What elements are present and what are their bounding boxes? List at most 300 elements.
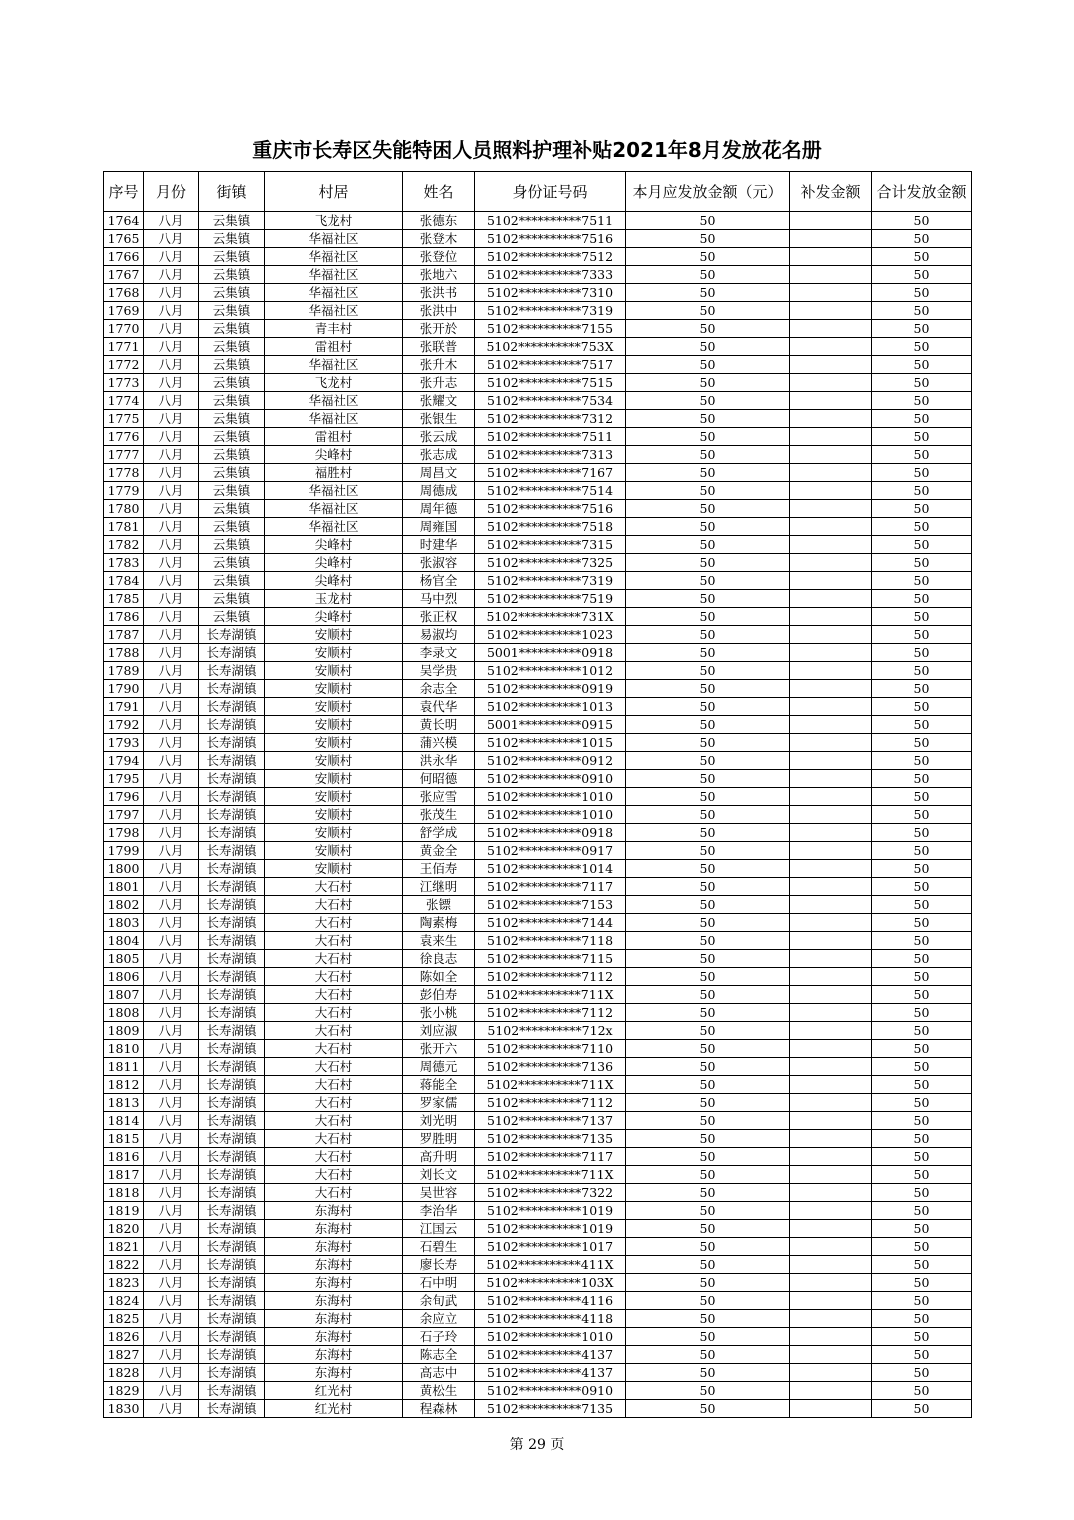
cell-seq: 1829: [104, 1382, 144, 1400]
cell-name: 吴世容: [403, 1184, 475, 1202]
cell-amount-due: 50: [626, 644, 790, 662]
cell-name: 刘应淑: [403, 1022, 475, 1040]
cell-town: 云集镇: [199, 446, 265, 464]
cell-name: 余应立: [403, 1310, 475, 1328]
cell-total: 50: [872, 356, 972, 374]
cell-town: 长寿湖镇: [199, 1148, 265, 1166]
cell-back-pay: [790, 590, 872, 608]
cell-back-pay: [790, 1022, 872, 1040]
cell-seq: 1811: [104, 1058, 144, 1076]
cell-seq: 1794: [104, 752, 144, 770]
cell-seq: 1792: [104, 716, 144, 734]
table-row: [104, 1058, 972, 1076]
table-row: [104, 410, 972, 428]
cell-back-pay: [790, 536, 872, 554]
cell-name: 王佰寿: [403, 860, 475, 878]
cell-month: 八月: [144, 230, 199, 248]
cell-town: 云集镇: [199, 392, 265, 410]
cell-amount-due: 50: [626, 1076, 790, 1094]
cell-village: 安顺村: [265, 680, 403, 698]
cell-name: 张淑容: [403, 554, 475, 572]
table-row: [104, 1328, 972, 1346]
cell-town: 长寿湖镇: [199, 950, 265, 968]
table-body: [104, 212, 972, 1418]
cell-id-number: 5102**********7112: [475, 1094, 626, 1112]
cell-name: 江继明: [403, 878, 475, 896]
cell-total: 50: [872, 320, 972, 338]
cell-id-number: 5102**********4118: [475, 1310, 626, 1328]
cell-month: 八月: [144, 698, 199, 716]
table-row: [104, 1184, 972, 1202]
cell-seq: 1825: [104, 1310, 144, 1328]
cell-month: 八月: [144, 212, 199, 230]
cell-id-number: 5102**********0910: [475, 1382, 626, 1400]
cell-amount-due: 50: [626, 1274, 790, 1292]
cell-id-number: 5102**********731X: [475, 608, 626, 626]
table-row: [104, 1364, 972, 1382]
cell-village: 安顺村: [265, 662, 403, 680]
cell-name: 石子玲: [403, 1328, 475, 1346]
cell-town: 长寿湖镇: [199, 1238, 265, 1256]
cell-town: 云集镇: [199, 590, 265, 608]
cell-id-number: 5102**********7118: [475, 932, 626, 950]
table-row: [104, 356, 972, 374]
cell-id-number: 5102**********7112: [475, 968, 626, 986]
cell-name: 黄松生: [403, 1382, 475, 1400]
cell-id-number: 5102**********7333: [475, 266, 626, 284]
cell-town: 云集镇: [199, 320, 265, 338]
cell-village: 红光村: [265, 1400, 403, 1418]
cell-seq: 1818: [104, 1184, 144, 1202]
cell-village: 玉龙村: [265, 590, 403, 608]
cell-id-number: 5102**********7514: [475, 482, 626, 500]
cell-month: 八月: [144, 1040, 199, 1058]
cell-id-number: 5102**********7144: [475, 914, 626, 932]
table-row: [104, 266, 972, 284]
cell-village: 大石村: [265, 1076, 403, 1094]
cell-back-pay: [790, 284, 872, 302]
table-row: [104, 968, 972, 986]
cell-month: 八月: [144, 1202, 199, 1220]
col-header-seq: 序号: [104, 172, 144, 212]
cell-town: 长寿湖镇: [199, 626, 265, 644]
cell-amount-due: 50: [626, 878, 790, 896]
cell-total: 50: [872, 1364, 972, 1382]
table-row: [104, 392, 972, 410]
cell-back-pay: [790, 1184, 872, 1202]
cell-name: 周德元: [403, 1058, 475, 1076]
cell-village: 大石村: [265, 1040, 403, 1058]
cell-town: 长寿湖镇: [199, 1220, 265, 1238]
cell-seq: 1798: [104, 824, 144, 842]
cell-total: 50: [872, 680, 972, 698]
cell-amount-due: 50: [626, 482, 790, 500]
cell-village: 大石村: [265, 968, 403, 986]
cell-total: 50: [872, 932, 972, 950]
cell-id-number: 5102**********7319: [475, 572, 626, 590]
cell-town: 云集镇: [199, 266, 265, 284]
cell-name: 黄金全: [403, 842, 475, 860]
cell-name: 陈志全: [403, 1346, 475, 1364]
cell-village: 华福社区: [265, 518, 403, 536]
cell-id-number: 5102**********7519: [475, 590, 626, 608]
cell-amount-due: 50: [626, 1256, 790, 1274]
cell-town: 云集镇: [199, 482, 265, 500]
cell-village: 华福社区: [265, 482, 403, 500]
cell-town: 云集镇: [199, 374, 265, 392]
cell-month: 八月: [144, 1292, 199, 1310]
cell-village: 华福社区: [265, 266, 403, 284]
cell-id-number: 5102**********1019: [475, 1220, 626, 1238]
cell-total: 50: [872, 482, 972, 500]
table-row: [104, 590, 972, 608]
cell-amount-due: 50: [626, 284, 790, 302]
cell-seq: 1768: [104, 284, 144, 302]
cell-total: 50: [872, 1292, 972, 1310]
cell-month: 八月: [144, 860, 199, 878]
cell-village: 华福社区: [265, 392, 403, 410]
cell-village: 大石村: [265, 914, 403, 932]
cell-town: 长寿湖镇: [199, 1202, 265, 1220]
cell-month: 八月: [144, 626, 199, 644]
cell-seq: 1778: [104, 464, 144, 482]
cell-month: 八月: [144, 1148, 199, 1166]
cell-amount-due: 50: [626, 1148, 790, 1166]
cell-seq: 1801: [104, 878, 144, 896]
cell-town: 长寿湖镇: [199, 1130, 265, 1148]
cell-back-pay: [790, 230, 872, 248]
table-header-row: [104, 172, 972, 212]
table-row: [104, 1076, 972, 1094]
cell-name: 张云成: [403, 428, 475, 446]
cell-seq: 1805: [104, 950, 144, 968]
cell-town: 长寿湖镇: [199, 1076, 265, 1094]
cell-id-number: 5102**********7136: [475, 1058, 626, 1076]
table-row: [104, 914, 972, 932]
cell-village: 大石村: [265, 1112, 403, 1130]
cell-total: 50: [872, 1076, 972, 1094]
cell-village: 华福社区: [265, 356, 403, 374]
cell-name: 袁代华: [403, 698, 475, 716]
cell-village: 安顺村: [265, 644, 403, 662]
cell-seq: 1782: [104, 536, 144, 554]
cell-village: 安顺村: [265, 842, 403, 860]
cell-amount-due: 50: [626, 896, 790, 914]
cell-back-pay: [790, 374, 872, 392]
cell-village: 大石村: [265, 1148, 403, 1166]
cell-town: 长寿湖镇: [199, 788, 265, 806]
cell-village: 尖峰村: [265, 608, 403, 626]
table-row: [104, 608, 972, 626]
cell-name: 张洪中: [403, 302, 475, 320]
cell-seq: 1790: [104, 680, 144, 698]
cell-town: 长寿湖镇: [199, 1382, 265, 1400]
cell-town: 云集镇: [199, 500, 265, 518]
cell-amount-due: 50: [626, 1058, 790, 1076]
cell-amount-due: 50: [626, 1004, 790, 1022]
cell-town: 长寿湖镇: [199, 1094, 265, 1112]
cell-village: 雷祖村: [265, 428, 403, 446]
cell-village: 安顺村: [265, 788, 403, 806]
cell-village: 大石村: [265, 1166, 403, 1184]
cell-amount-due: 50: [626, 1184, 790, 1202]
cell-back-pay: [790, 788, 872, 806]
cell-back-pay: [790, 968, 872, 986]
cell-town: 长寿湖镇: [199, 1346, 265, 1364]
cell-amount-due: 50: [626, 932, 790, 950]
cell-seq: 1772: [104, 356, 144, 374]
cell-seq: 1817: [104, 1166, 144, 1184]
cell-town: 长寿湖镇: [199, 842, 265, 860]
cell-month: 八月: [144, 716, 199, 734]
cell-village: 东海村: [265, 1364, 403, 1382]
cell-month: 八月: [144, 248, 199, 266]
cell-seq: 1795: [104, 770, 144, 788]
cell-total: 50: [872, 1148, 972, 1166]
cell-name: 李录文: [403, 644, 475, 662]
cell-town: 长寿湖镇: [199, 716, 265, 734]
cell-back-pay: [790, 1040, 872, 1058]
cell-name: 罗胜明: [403, 1130, 475, 1148]
cell-town: 长寿湖镇: [199, 1256, 265, 1274]
table-row: [104, 1202, 972, 1220]
cell-id-number: 5102**********7110: [475, 1040, 626, 1058]
cell-id-number: 5102**********7167: [475, 464, 626, 482]
cell-seq: 1783: [104, 554, 144, 572]
cell-total: 50: [872, 266, 972, 284]
cell-town: 云集镇: [199, 338, 265, 356]
cell-month: 八月: [144, 302, 199, 320]
cell-name: 石碧生: [403, 1238, 475, 1256]
table-row: [104, 518, 972, 536]
cell-id-number: 5102**********7135: [475, 1400, 626, 1418]
cell-back-pay: [790, 572, 872, 590]
cell-name: 张德东: [403, 212, 475, 230]
cell-id-number: 5102**********7153: [475, 896, 626, 914]
cell-month: 八月: [144, 1274, 199, 1292]
cell-village: 安顺村: [265, 626, 403, 644]
cell-total: 50: [872, 446, 972, 464]
cell-back-pay: [790, 842, 872, 860]
cell-total: 50: [872, 914, 972, 932]
cell-seq: 1807: [104, 986, 144, 1004]
cell-month: 八月: [144, 788, 199, 806]
cell-month: 八月: [144, 752, 199, 770]
cell-month: 八月: [144, 266, 199, 284]
table-row: [104, 950, 972, 968]
cell-month: 八月: [144, 1004, 199, 1022]
cell-village: 大石村: [265, 950, 403, 968]
cell-month: 八月: [144, 392, 199, 410]
cell-month: 八月: [144, 1256, 199, 1274]
cell-town: 长寿湖镇: [199, 1004, 265, 1022]
cell-back-pay: [790, 932, 872, 950]
cell-name: 廖长寿: [403, 1256, 475, 1274]
cell-amount-due: 50: [626, 392, 790, 410]
cell-month: 八月: [144, 1220, 199, 1238]
cell-month: 八月: [144, 374, 199, 392]
cell-back-pay: [790, 518, 872, 536]
cell-village: 安顺村: [265, 716, 403, 734]
cell-name: 陈如全: [403, 968, 475, 986]
cell-id-number: 5102**********7319: [475, 302, 626, 320]
col-header-village: 村居: [265, 172, 403, 212]
cell-town: 长寿湖镇: [199, 662, 265, 680]
cell-id-number: 5102**********7512: [475, 248, 626, 266]
cell-back-pay: [790, 716, 872, 734]
cell-village: 大石村: [265, 1184, 403, 1202]
cell-amount-due: 50: [626, 950, 790, 968]
cell-village: 大石村: [265, 878, 403, 896]
cell-town: 云集镇: [199, 518, 265, 536]
cell-town: 长寿湖镇: [199, 1040, 265, 1058]
cell-town: 云集镇: [199, 248, 265, 266]
table-row: [104, 1166, 972, 1184]
table-row: [104, 302, 972, 320]
cell-seq: 1776: [104, 428, 144, 446]
cell-seq: 1820: [104, 1220, 144, 1238]
cell-village: 华福社区: [265, 230, 403, 248]
cell-back-pay: [790, 860, 872, 878]
cell-id-number: 5001**********0915: [475, 716, 626, 734]
cell-village: 华福社区: [265, 248, 403, 266]
cell-total: 50: [872, 554, 972, 572]
cell-back-pay: [790, 914, 872, 932]
table-row: [104, 680, 972, 698]
cell-month: 八月: [144, 338, 199, 356]
cell-amount-due: 50: [626, 1346, 790, 1364]
cell-seq: 1786: [104, 608, 144, 626]
cell-month: 八月: [144, 950, 199, 968]
cell-town: 云集镇: [199, 536, 265, 554]
cell-town: 长寿湖镇: [199, 878, 265, 896]
table-row: [104, 536, 972, 554]
col-header-month: 月份: [144, 172, 199, 212]
cell-back-pay: [790, 1310, 872, 1328]
cell-town: 云集镇: [199, 464, 265, 482]
cell-village: 飞龙村: [265, 374, 403, 392]
cell-total: 50: [872, 1202, 972, 1220]
cell-name: 高升明: [403, 1148, 475, 1166]
cell-seq: 1802: [104, 896, 144, 914]
cell-seq: 1804: [104, 932, 144, 950]
cell-total: 50: [872, 284, 972, 302]
cell-name: 余旬武: [403, 1292, 475, 1310]
cell-town: 云集镇: [199, 554, 265, 572]
cell-amount-due: 50: [626, 1130, 790, 1148]
cell-town: 长寿湖镇: [199, 734, 265, 752]
cell-town: 长寿湖镇: [199, 752, 265, 770]
cell-id-number: 5102**********7117: [475, 878, 626, 896]
cell-seq: 1822: [104, 1256, 144, 1274]
cell-month: 八月: [144, 770, 199, 788]
cell-total: 50: [872, 392, 972, 410]
cell-month: 八月: [144, 842, 199, 860]
table-row: [104, 698, 972, 716]
cell-total: 50: [872, 1346, 972, 1364]
cell-id-number: 5102**********0917: [475, 842, 626, 860]
cell-back-pay: [790, 428, 872, 446]
cell-seq: 1788: [104, 644, 144, 662]
cell-village: 东海村: [265, 1292, 403, 1310]
cell-back-pay: [790, 770, 872, 788]
cell-back-pay: [790, 410, 872, 428]
cell-month: 八月: [144, 500, 199, 518]
cell-id-number: 5102**********7112: [475, 1004, 626, 1022]
cell-month: 八月: [144, 1022, 199, 1040]
col-header-back-pay: 补发金额: [790, 172, 872, 212]
cell-name: 江国云: [403, 1220, 475, 1238]
cell-total: 50: [872, 1310, 972, 1328]
cell-back-pay: [790, 482, 872, 500]
cell-id-number: 5102**********1019: [475, 1202, 626, 1220]
cell-month: 八月: [144, 320, 199, 338]
cell-total: 50: [872, 986, 972, 1004]
cell-name: 黄长明: [403, 716, 475, 734]
cell-seq: 1815: [104, 1130, 144, 1148]
cell-back-pay: [790, 1094, 872, 1112]
cell-id-number: 5102**********1015: [475, 734, 626, 752]
cell-id-number: 5102**********711X: [475, 986, 626, 1004]
cell-amount-due: 50: [626, 770, 790, 788]
cell-name: 张开六: [403, 1040, 475, 1058]
cell-back-pay: [790, 1076, 872, 1094]
cell-amount-due: 50: [626, 302, 790, 320]
cell-id-number: 5102**********103X: [475, 1274, 626, 1292]
cell-month: 八月: [144, 482, 199, 500]
cell-village: 华福社区: [265, 302, 403, 320]
cell-back-pay: [790, 1004, 872, 1022]
table-row: [104, 284, 972, 302]
table-row: [104, 1130, 972, 1148]
cell-back-pay: [790, 1166, 872, 1184]
cell-amount-due: 50: [626, 680, 790, 698]
cell-seq: 1773: [104, 374, 144, 392]
col-header-total: 合计发放金额: [872, 172, 972, 212]
cell-seq: 1764: [104, 212, 144, 230]
table-row: [104, 230, 972, 248]
table-row: [104, 446, 972, 464]
cell-amount-due: 50: [626, 1094, 790, 1112]
cell-village: 东海村: [265, 1346, 403, 1364]
cell-total: 50: [872, 878, 972, 896]
cell-total: 50: [872, 518, 972, 536]
table-row: [104, 1256, 972, 1274]
cell-village: 华福社区: [265, 410, 403, 428]
cell-amount-due: 50: [626, 230, 790, 248]
cell-id-number: 5102**********753X: [475, 338, 626, 356]
cell-village: 尖峰村: [265, 572, 403, 590]
table-row: [104, 1112, 972, 1130]
col-header-id-number: 身份证号码: [475, 172, 626, 212]
cell-town: 长寿湖镇: [199, 1364, 265, 1382]
cell-amount-due: 50: [626, 464, 790, 482]
cell-id-number: 5102**********4116: [475, 1292, 626, 1310]
cell-month: 八月: [144, 1112, 199, 1130]
cell-seq: 1823: [104, 1274, 144, 1292]
cell-back-pay: [790, 734, 872, 752]
cell-village: 安顺村: [265, 752, 403, 770]
cell-town: 长寿湖镇: [199, 1058, 265, 1076]
cell-name: 刘光明: [403, 1112, 475, 1130]
cell-name: 舒学成: [403, 824, 475, 842]
cell-seq: 1793: [104, 734, 144, 752]
cell-amount-due: 50: [626, 536, 790, 554]
cell-month: 八月: [144, 1400, 199, 1418]
table-row: [104, 1382, 972, 1400]
cell-id-number: 5102**********1013: [475, 698, 626, 716]
table-row: [104, 1148, 972, 1166]
